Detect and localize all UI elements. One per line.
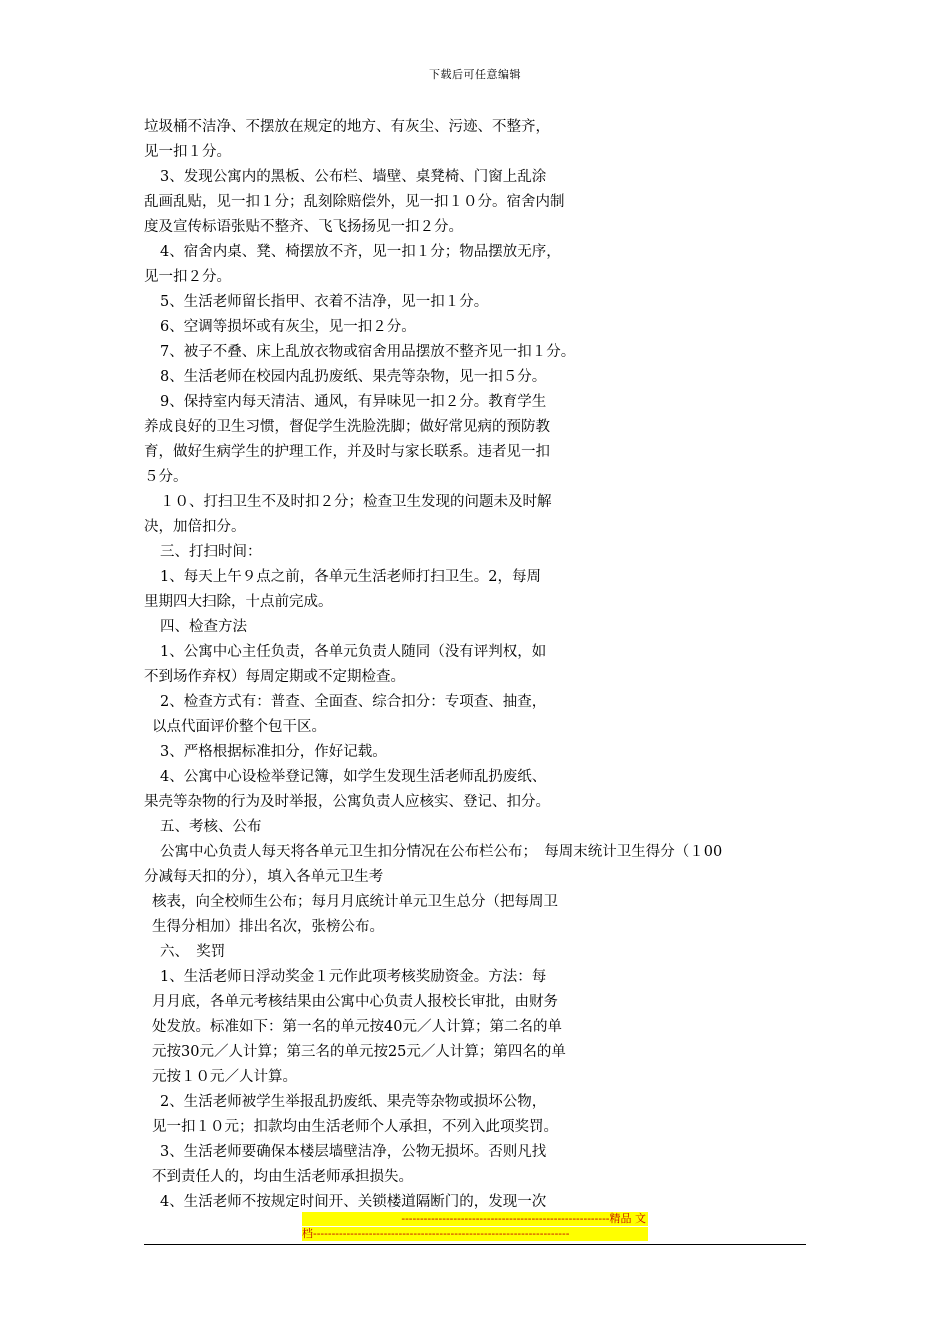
footer-watermark-line-1: --------------------------------------------------------精品 文	[302, 1212, 648, 1226]
text-line: 里期四大扫除，十点前完成。	[144, 594, 333, 610]
text-line: 月月底，各单元考核结果由公寓中心负责人报校长审批，由财务	[152, 994, 558, 1010]
text-line: 果壳等杂物的行为及时举报，公寓负责人应核实、登记、扣分。	[144, 794, 550, 810]
text-line: 度及宣传标语张贴不整齐、飞飞扬扬见一扣２分。	[144, 219, 463, 235]
text-line: 不到责任人的，均由生活老师承担损失。	[152, 1169, 413, 1185]
text-line: 1、公寓中心主任负责，各单元负责人随同（没有评判权，如	[160, 644, 547, 660]
text-line: 六、 奖罚	[160, 944, 226, 960]
text-line: 三、打扫时间：	[160, 544, 262, 560]
text-line: 4、公寓中心设检举登记簿，如学生发现生活老师乱扔废纸、	[160, 769, 547, 785]
text-line: 3、生活老师要确保本楼层墙壁洁净，公物无损坏。否则凡找	[160, 1144, 547, 1160]
text-line: 1、每天上午９点之前，各单元生活老师打扫卫生。2，每周	[160, 569, 541, 585]
text-line: 3、发现公寓内的黑板、公布栏、墙壁、桌凳椅、门窗上乱涂	[160, 169, 547, 185]
text-line: 2、生活老师被学生举报乱扔废纸、果壳等杂物或损坏公物，	[160, 1094, 547, 1110]
text-line: １０、打扫卫生不及时扣２分；检查卫生发现的问题未及时解	[160, 494, 552, 510]
text-line: 9、保持室内每天清洁、通风，有异味见一扣２分。教育学生	[160, 394, 547, 410]
document-body	[144, 115, 824, 1215]
text-line: 处发放。标准如下：第一名的单元按40元／人计算；第二名的单	[152, 1019, 562, 1035]
text-line: 6、空调等损坏或有灰尘，见一扣２分。	[160, 319, 416, 335]
text-line: 4、生活老师不按规定时间开、关锁楼道隔断门的，发现一次	[160, 1194, 547, 1210]
text-line: 7、被子不叠、床上乱放衣物或宿舍用品摆放不整齐见一扣１分。	[160, 344, 576, 360]
text-line: 五、考核、公布	[160, 819, 262, 835]
page-header: 下载后可任意编辑	[429, 68, 521, 81]
text-line: 养成良好的卫生习惯，督促学生洗脸洗脚；做好常见病的预防教	[144, 419, 550, 435]
text-line: 3、严格根据标准扣分，作好记载。	[160, 744, 387, 760]
text-line: 育，做好生病学生的护理工作，并及时与家长联系。违者见一扣	[144, 444, 550, 460]
text-line: ５分。	[144, 469, 188, 485]
text-line: 见一扣２分。	[144, 269, 231, 285]
text-line: 核表，向全校师生公布；每月月底统计单元卫生总分（把每周卫	[152, 894, 558, 910]
text-line: 元按30元／人计算；第三名的单元按25元／人计算；第四名的单	[152, 1044, 566, 1060]
text-line: 元按１０元／人计算。	[152, 1069, 297, 1085]
text-line: 垃圾桶不洁净、不摆放在规定的地方、有灰尘、污迹、不整齐，	[144, 119, 550, 135]
text-line: 公寓中心负责人每天将各单元卫生扣分情况在公布栏公布； 每周末统计卫生得分（１00	[160, 844, 723, 860]
text-line: 1、生活老师日浮动奖金１元作此项考核奖励资金。方法：每	[160, 969, 547, 985]
text-line: 8、生活老师在校园内乱扔废纸、果壳等杂物，见一扣５分。	[160, 369, 547, 385]
footer-watermark-line-2: 档---------------------------------------------------------------------	[302, 1227, 648, 1241]
text-line: 4、宿舍内桌、凳、椅摆放不齐，见一扣１分；物品摆放无序，	[160, 244, 561, 260]
text-line: 乱画乱贴，见一扣１分；乱刻除赔偿外，见一扣１０分。宿舍内制	[144, 194, 565, 210]
text-line: 见一扣１分。	[144, 144, 231, 160]
text-line: 不到场作弃权）每周定期或不定期检查。	[144, 669, 405, 685]
text-line: 5、生活老师留长指甲、衣着不洁净，见一扣１分。	[160, 294, 489, 310]
text-line: 分减每天扣的分），填入各单元卫生考	[144, 869, 384, 885]
text-line: 四、检查方法	[160, 619, 247, 635]
footer-rule	[144, 1244, 806, 1245]
text-line: 决，加倍扣分。	[144, 519, 246, 535]
text-line: 以点代面评价整个包干区。	[152, 719, 326, 735]
text-line: 见一扣１０元；扣款均由生活老师个人承担，不列入此项奖罚。	[152, 1119, 558, 1135]
text-line: 生得分相加）排出名次，张榜公布。	[152, 919, 384, 935]
text-line: 2、检查方式有：普查、全面查、综合扣分：专项查、抽查，	[160, 694, 547, 710]
